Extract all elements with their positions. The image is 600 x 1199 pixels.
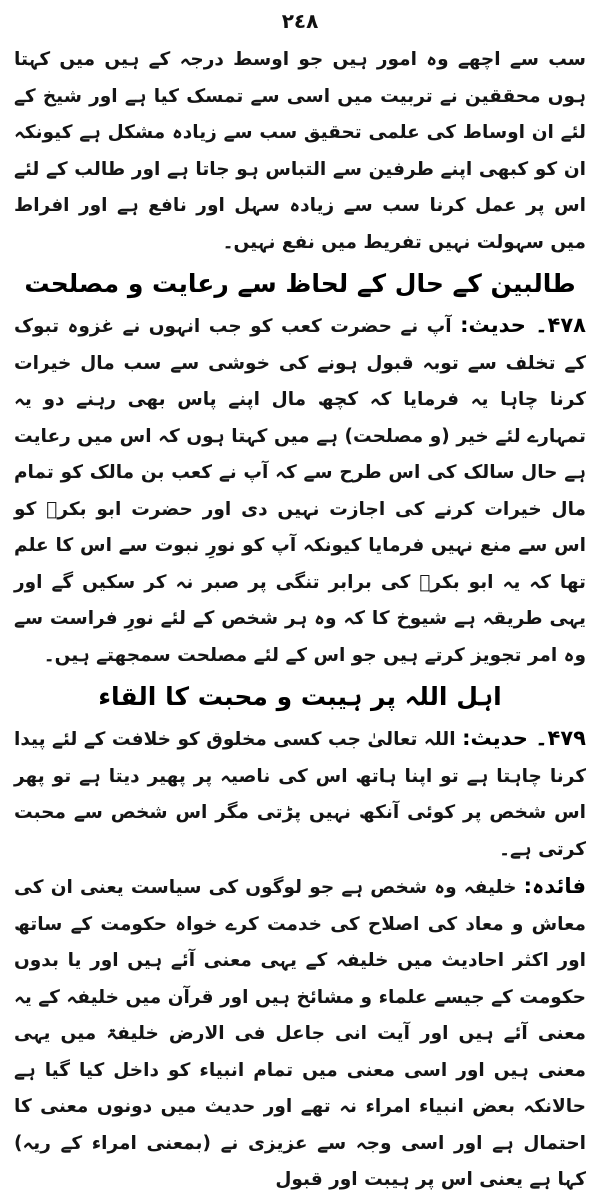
hadith-478-number: ۴۷۸۔ حدیث: [460,313,586,337]
section-heading-awe-love: اہل اللہ پر ہیبت و محبت کا القاء [98,682,502,711]
page-number: ٢٤٨ [281,9,319,33]
benefit-note-label: فائدہ: [523,874,586,898]
benefit-note-text: خلیفہ وہ شخص ہے جو لوگوں کی سیاست یعنی ان کی معاش و معاد کی اصلاح کی خدمت کرے خواہ حکومت کے ساتھ اور اکثر احادیث میں خلیفہ کے یہی معنی آئے ہیں اور یا بدوں حکومت کے جیسے علماء و مشائخ ہیں اور قرآن میں خلیفہ کے یہ معنی آئے ہیں اور آیت انی جاعل فی الارض خلیفۃ میں یہی معنی ہیں اور اسی معنی میں تمام انبیاء کو داخل کیا گیا ہے حالانکہ بعض انبیاء امراء نہ تھے اور حدیث میں دونوں معنی کا احتمال ہے اور اسی وجہ سے عزیزی نے (بمعنی امراء کے ریہ) کہا ہے یعنی اس پر ہیبت اور قبول [14,877,586,1190]
benefit-note [14,868,586,1199]
paragraph-intro: سب سے اچھے وہ امور ہیں جو اوسط درجہ کے ہیں میں کہتا ہوں محققین نے تربیت میں اسی سے تمسک کیا ہے اور شیخ کے لئے ان اوساط کی علمی تحقیق سب سے زیادہ مشکل ہے کیونکہ ان کو کبھی اپنے طرفین سے التباس ہو جاتا ہے اور طالب کے لئے اس پر عمل کرنا سب سے زیادہ سہل اور نافع ہے اور افراط میں سہولت نہیں تفریط میں نفع نہیں۔ [14,49,586,253]
hadith-479-text: اللہ تعالیٰ جب کسی مخلوق کو خلافت کے لئے پیدا کرنا چاہتا ہے تو اپنا ہاتھ اس کی ناصیہ پر پھیر دیتا ہے تو پھر اس شخص پر کوئی آنکھ نہیں پڑتی مگر اس شخص سے محبت کرتی ہے۔ [14,729,586,860]
hadith-478-text: آپ نے حضرت کعب کو جب انہوں نے غزوہ تبوک کے تخلف سے توبہ قبول ہونے کی خوشی سے سب مال خیرات کرنا چاہا یہ فرمایا کہ کچھ مال اپنے پاس بھی رہنے دو یہ تمہارے لئے خیر (و مصلحت) ہے میں کہتا ہوں کہ اس میں رعایت ہے حال سالک کی اس طرح سے کہ آپ نے کعب بن مالک کو تمام مال خیرات کرنے کی اجازت نہیں دی اور حضرت ابو بکرؓ کو اس سے منع نہیں فرمایا کیونکہ آپ کو نورِ نبوت سے اس کا علم تھا کہ یہ ابو بکرؓ کی برابر تنگی پر صبر نہ کر سکیں گے اور یہی طریقہ ہے شیوخ کا کہ وہ ہر شخص کے لئے نورِ فراست سے وہ امر تجویز کرتے ہیں جو اس کے لئے مصلحت سمجھتے ہیں۔ [14,316,586,666]
hadith-479 [14,720,586,868]
section-heading-seekers: طالبین کے حال کے لحاظ سے رعایت و مصلحت [24,269,576,298]
hadith-478 [14,307,586,674]
hadith-479-number: ۴۷۹۔ حدیث: [462,726,586,750]
